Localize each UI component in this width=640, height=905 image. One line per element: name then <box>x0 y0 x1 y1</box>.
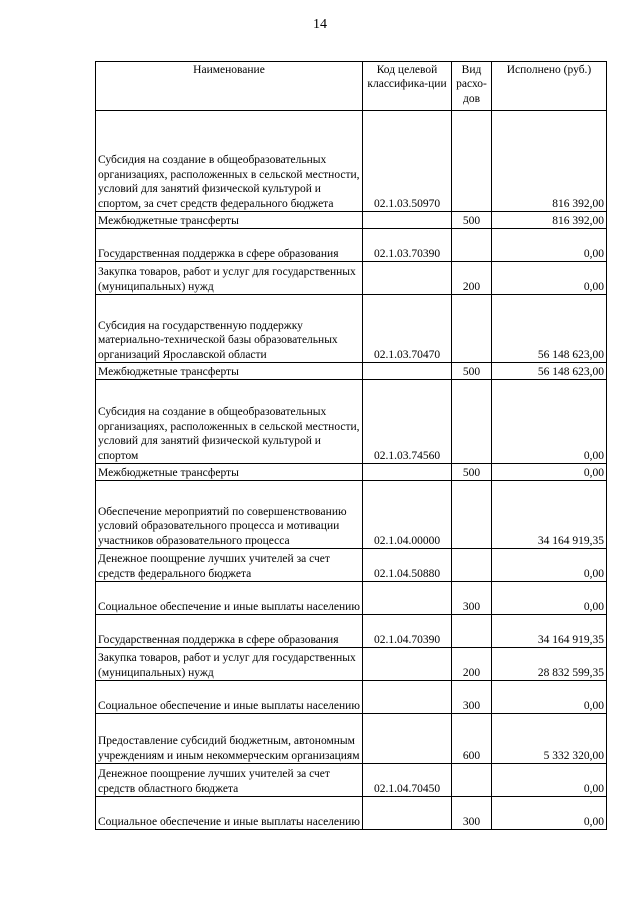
row-code-cell <box>363 262 452 295</box>
table-row <box>96 481 607 549</box>
row-kind-cell: 300 <box>452 797 492 830</box>
table-row <box>96 764 607 797</box>
table-row <box>96 648 607 681</box>
row-amount-cell: 816 392,00 <box>492 111 607 212</box>
row-name-cell: Государственная поддержка в сфере образования <box>96 229 363 262</box>
row-amount-cell: 34 164 919,35 <box>492 615 607 648</box>
row-code-cell: 02.1.04.00000 <box>363 481 452 549</box>
row-name-cell: Денежное поощрение лучших учителей за счет средств федерального бюджета <box>96 549 363 582</box>
row-amount-cell: 0,00 <box>492 549 607 582</box>
row-amount-cell: 816 392,00 <box>492 212 607 229</box>
row-name-cell: Обеспечение мероприятий по совершенствованию условий образовательного процесса и мотивации участников образовательного процесса <box>96 481 363 549</box>
table-row <box>96 582 607 615</box>
row-code-cell: 02.1.04.70450 <box>363 764 452 797</box>
header-code: Код целевой классифика-ции <box>363 62 452 111</box>
row-kind-cell: 500 <box>452 212 492 229</box>
table-row <box>96 111 607 212</box>
row-kind-cell <box>452 229 492 262</box>
table-header-row <box>96 62 607 111</box>
row-code-cell <box>363 714 452 764</box>
row-name-cell: Субсидия на государственную поддержку материально-технической базы образовательных организаций Ярославской области <box>96 295 363 363</box>
row-kind-cell <box>452 295 492 363</box>
table-row <box>96 380 607 464</box>
row-name-cell: Денежное поощрение лучших учителей за счет средств областного бюджета <box>96 764 363 797</box>
row-amount-cell: 0,00 <box>492 262 607 295</box>
table-row <box>96 714 607 764</box>
row-code-cell: 02.1.04.50880 <box>363 549 452 582</box>
row-name-cell: Межбюджетные трансферты <box>96 464 363 481</box>
table-row <box>96 464 607 481</box>
row-name-cell: Межбюджетные трансферты <box>96 212 363 229</box>
header-name: Наименование <box>96 62 363 111</box>
row-amount-cell: 0,00 <box>492 764 607 797</box>
row-name-cell: Субсидия на создание в общеобразовательных организациях, расположенных в сельской местности, условий для занятий физической культурой и спортом <box>96 380 363 464</box>
row-kind-cell: 300 <box>452 681 492 714</box>
row-kind-cell <box>452 764 492 797</box>
row-name-cell: Государственная поддержка в сфере образования <box>96 615 363 648</box>
row-amount-cell: 5 332 320,00 <box>492 714 607 764</box>
row-name-cell: Социальное обеспечение и иные выплаты населению <box>96 681 363 714</box>
row-code-cell: 02.1.03.70390 <box>363 229 452 262</box>
row-code-cell <box>363 648 452 681</box>
row-kind-cell: 600 <box>452 714 492 764</box>
table-row <box>96 363 607 380</box>
row-kind-cell <box>452 481 492 549</box>
row-name-cell: Закупка товаров, работ и услуг для государственных (муниципальных) нужд <box>96 648 363 681</box>
row-amount-cell: 0,00 <box>492 681 607 714</box>
row-code-cell <box>363 797 452 830</box>
header-kind: Вид расхо-дов <box>452 62 492 111</box>
row-amount-cell: 0,00 <box>492 464 607 481</box>
row-code-cell <box>363 681 452 714</box>
row-code-cell: 02.1.04.70390 <box>363 615 452 648</box>
row-kind-cell <box>452 615 492 648</box>
row-code-cell: 02.1.03.74560 <box>363 380 452 464</box>
table-row <box>96 549 607 582</box>
table-row <box>96 681 607 714</box>
header-amount: Исполнено (руб.) <box>492 62 607 111</box>
row-amount-cell: 0,00 <box>492 380 607 464</box>
row-kind-cell: 200 <box>452 648 492 681</box>
row-code-cell <box>363 363 452 380</box>
row-kind-cell: 500 <box>452 363 492 380</box>
row-amount-cell: 0,00 <box>492 229 607 262</box>
table-body <box>96 111 607 830</box>
page-number: 14 <box>313 17 327 32</box>
row-kind-cell <box>452 380 492 464</box>
row-name-cell: Социальное обеспечение и иные выплаты населению <box>96 797 363 830</box>
row-name-cell: Субсидия на создание в общеобразовательных организациях, расположенных в сельской местности, условий для занятий физической культурой и спортом, за счет средств федерального бюджета <box>96 111 363 212</box>
row-amount-cell: 28 832 599,35 <box>492 648 607 681</box>
row-code-cell <box>363 212 452 229</box>
row-code-cell: 02.1.03.70470 <box>363 295 452 363</box>
row-kind-cell: 500 <box>452 464 492 481</box>
table-row <box>96 615 607 648</box>
table-row <box>96 229 607 262</box>
budget-execution-table <box>95 61 607 830</box>
row-kind-cell: 300 <box>452 582 492 615</box>
table-row <box>96 212 607 229</box>
row-amount-cell: 56 148 623,00 <box>492 363 607 380</box>
table-row <box>96 797 607 830</box>
row-kind-cell <box>452 549 492 582</box>
row-amount-cell: 0,00 <box>492 797 607 830</box>
row-code-cell <box>363 464 452 481</box>
row-amount-cell: 34 164 919,35 <box>492 481 607 549</box>
row-code-cell <box>363 582 452 615</box>
table-row <box>96 295 607 363</box>
row-kind-cell: 200 <box>452 262 492 295</box>
row-amount-cell: 56 148 623,00 <box>492 295 607 363</box>
row-name-cell: Межбюджетные трансферты <box>96 363 363 380</box>
row-code-cell: 02.1.03.50970 <box>363 111 452 212</box>
row-amount-cell: 0,00 <box>492 582 607 615</box>
row-name-cell: Социальное обеспечение и иные выплаты населению <box>96 582 363 615</box>
row-name-cell: Закупка товаров, работ и услуг для государственных (муниципальных) нужд <box>96 262 363 295</box>
row-name-cell: Предоставление субсидий бюджетным, автономным учреждениям и иным некоммерческим организациям <box>96 714 363 764</box>
table-row <box>96 262 607 295</box>
row-kind-cell <box>452 111 492 212</box>
